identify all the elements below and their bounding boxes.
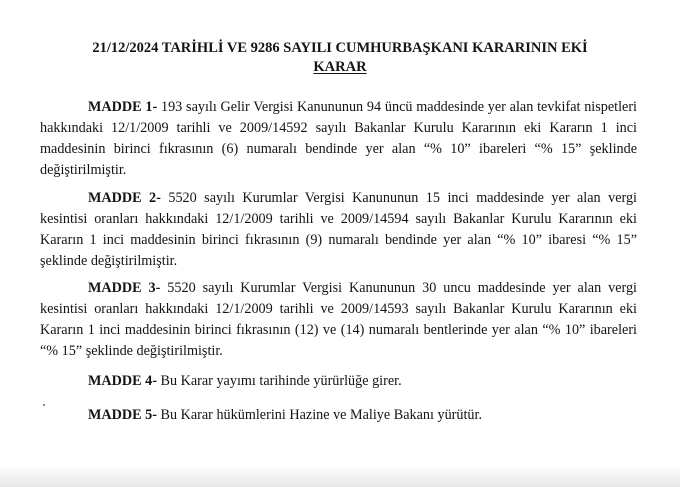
article-3-heading: MADDE 3- [88,280,161,296]
article-1-heading: MADDE 1- [88,99,158,115]
article-4-heading: MADDE 4- [88,373,157,389]
article-5 [88,405,482,426]
stray-dot [43,404,45,406]
article-3 [40,278,637,362]
article-2-heading: MADDE 2- [88,190,161,206]
article-1-text: 193 sayılı Gelir Vergisi Kanununun 94 üncü maddesinde yer alan tevkifat nispetleri hakkındaki 12/1/2009 tarihli ve 2009/14592 sayılı Bakanlar Kurulu Kararının eki Kararın 1 inci maddesinin birinci fıkrasının (6) numaralı bendinde yer alan “% 10” ibareleri “% 15” şeklinde değiştirilmiştir. [40,99,638,178]
article-5-text: Bu Karar hükümlerini Hazine ve Maliye Bakanı yürütür. [160,407,483,423]
title-line-1: 21/12/2024 TARİHLİ VE 9286 SAYILI CUMHURBAŞKANI KARARININ EKİ [92,40,588,56]
article-4-text: Bu Karar yayımı tarihinde yürürlüğe girer. [160,373,402,389]
article-4 [88,371,402,392]
document-title [40,39,640,77]
article-3-text: 5520 sayılı Kurumlar Vergisi Kanununun 30 uncu maddesinde yer alan vergi kesintisi oranları hakkındaki 12/1/2009 tarihli ve 2009/14593 sayılı Bakanlar Kurulu Kararının eki Kararın 1 inci maddesinin birinci fıkrasının (12) ve (14) numaralı bentlerinde yer alan “% 10” ibareleri “% 15” şeklinde değiştirilmiştir. [40,280,637,359]
article-2-text: 5520 sayılı Kurumlar Vergisi Kanununun 15 inci maddesinde yer alan vergi kesintisi oranları hakkındaki 12/1/2009 tarihli ve 2009/14594 sayılı Bakanlar Kurulu Kararının eki Kararın 1 inci maddesinin birinci fıkrasının (9) numaralı bendinde yer alan “% 10” ibaresi “% 15” şeklinde değiştirilmiştir. [40,190,637,269]
title-line-2: KARAR [313,59,367,75]
article-1 [40,97,637,181]
page-bottom-shadow [0,465,680,487]
article-2 [40,188,637,272]
article-5-heading: MADDE 5- [88,407,157,423]
